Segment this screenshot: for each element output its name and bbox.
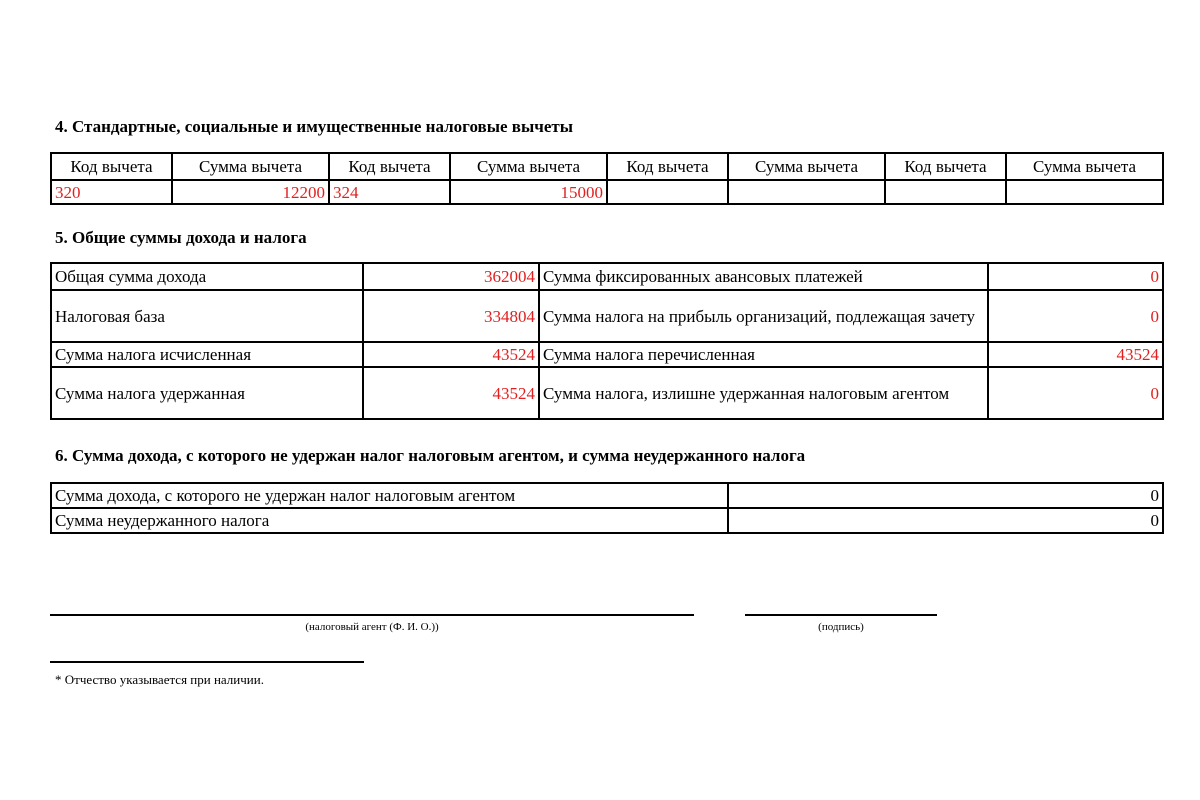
tax-transferred-label: Сумма налога перечисленная: [539, 342, 988, 367]
tax-withheld-label: Сумма налога удержанная: [51, 367, 363, 419]
deduction-amount-header: Сумма вычета: [172, 153, 329, 180]
tax-calculated-value: 43524: [363, 342, 539, 367]
unwithheld-tax-value: 0: [728, 508, 1163, 533]
deduction-amount-value: [728, 180, 885, 204]
tax-transferred-value: 43524: [988, 342, 1163, 367]
table-row: [51, 508, 1163, 533]
agent-name-caption: (налоговый агент (Ф. И. О.)): [305, 621, 439, 633]
profit-tax-credit-label: Сумма налога на прибыль организаций, подлежащая зачету: [539, 290, 988, 342]
total-income-value: 362004: [363, 263, 539, 290]
deduction-amount-header: Сумма вычета: [450, 153, 607, 180]
deduction-amount-value: [1006, 180, 1163, 204]
table-row: [51, 483, 1163, 508]
table-row: [51, 342, 1163, 367]
deduction-code-value: [885, 180, 1006, 204]
deduction-code-value: 324: [329, 180, 450, 204]
tax-base-label: Налоговая база: [51, 290, 363, 342]
tax-calculated-label: Сумма налога исчисленная: [51, 342, 363, 367]
unwithheld-tax-label: Сумма неудержанного налога: [51, 508, 728, 533]
deduction-code-value: [607, 180, 728, 204]
unwithheld-income-value: 0: [728, 483, 1163, 508]
unwithheld-income-label: Сумма дохода, с которого не удержан налог налоговым агентом: [51, 483, 728, 508]
section-5-title: 5. Общие суммы дохода и налога: [55, 228, 307, 247]
deduction-code-header: Код вычета: [329, 153, 450, 180]
signature-caption: (подпись): [818, 621, 864, 633]
income-tax-table: [50, 262, 1164, 420]
signature-line: [745, 614, 937, 616]
section-4-title: 4. Стандартные, социальные и имущественные налоговые вычеты: [55, 117, 573, 136]
deduction-code-header: Код вычета: [51, 153, 172, 180]
footnote: * Отчество указывается при наличии.: [55, 672, 264, 687]
deductions-header-row: [51, 153, 1163, 180]
deductions-table: [50, 152, 1164, 205]
agent-name-line: [50, 614, 694, 616]
tax-base-value: 334804: [363, 290, 539, 342]
deductions-value-row: [51, 180, 1163, 204]
deduction-code-header: Код вычета: [885, 153, 1006, 180]
deduction-amount-header: Сумма вычета: [1006, 153, 1163, 180]
deduction-code-value: 320: [51, 180, 172, 204]
fixed-advance-payments-value: 0: [988, 263, 1163, 290]
table-row: [51, 263, 1163, 290]
excess-tax-withheld-value: 0: [988, 367, 1163, 419]
deduction-amount-value: 12200: [172, 180, 329, 204]
deduction-amount-header: Сумма вычета: [728, 153, 885, 180]
profit-tax-credit-value: 0: [988, 290, 1163, 342]
unwithheld-tax-table: [50, 482, 1164, 534]
table-row: [51, 290, 1163, 342]
deduction-code-header: Код вычета: [607, 153, 728, 180]
table-row: [51, 367, 1163, 419]
section-6-title: 6. Сумма дохода, с которого не удержан налог налоговым агентом, и сумма неудержанного налога: [55, 446, 806, 465]
deduction-amount-value: 15000: [450, 180, 607, 204]
fixed-advance-payments-label: Сумма фиксированных авансовых платежей: [539, 263, 988, 290]
footnote-divider: [50, 661, 364, 663]
tax-withheld-value: 43524: [363, 367, 539, 419]
total-income-label: Общая сумма дохода: [51, 263, 363, 290]
excess-tax-withheld-label: Сумма налога, излишне удержанная налоговым агентом: [539, 367, 988, 419]
